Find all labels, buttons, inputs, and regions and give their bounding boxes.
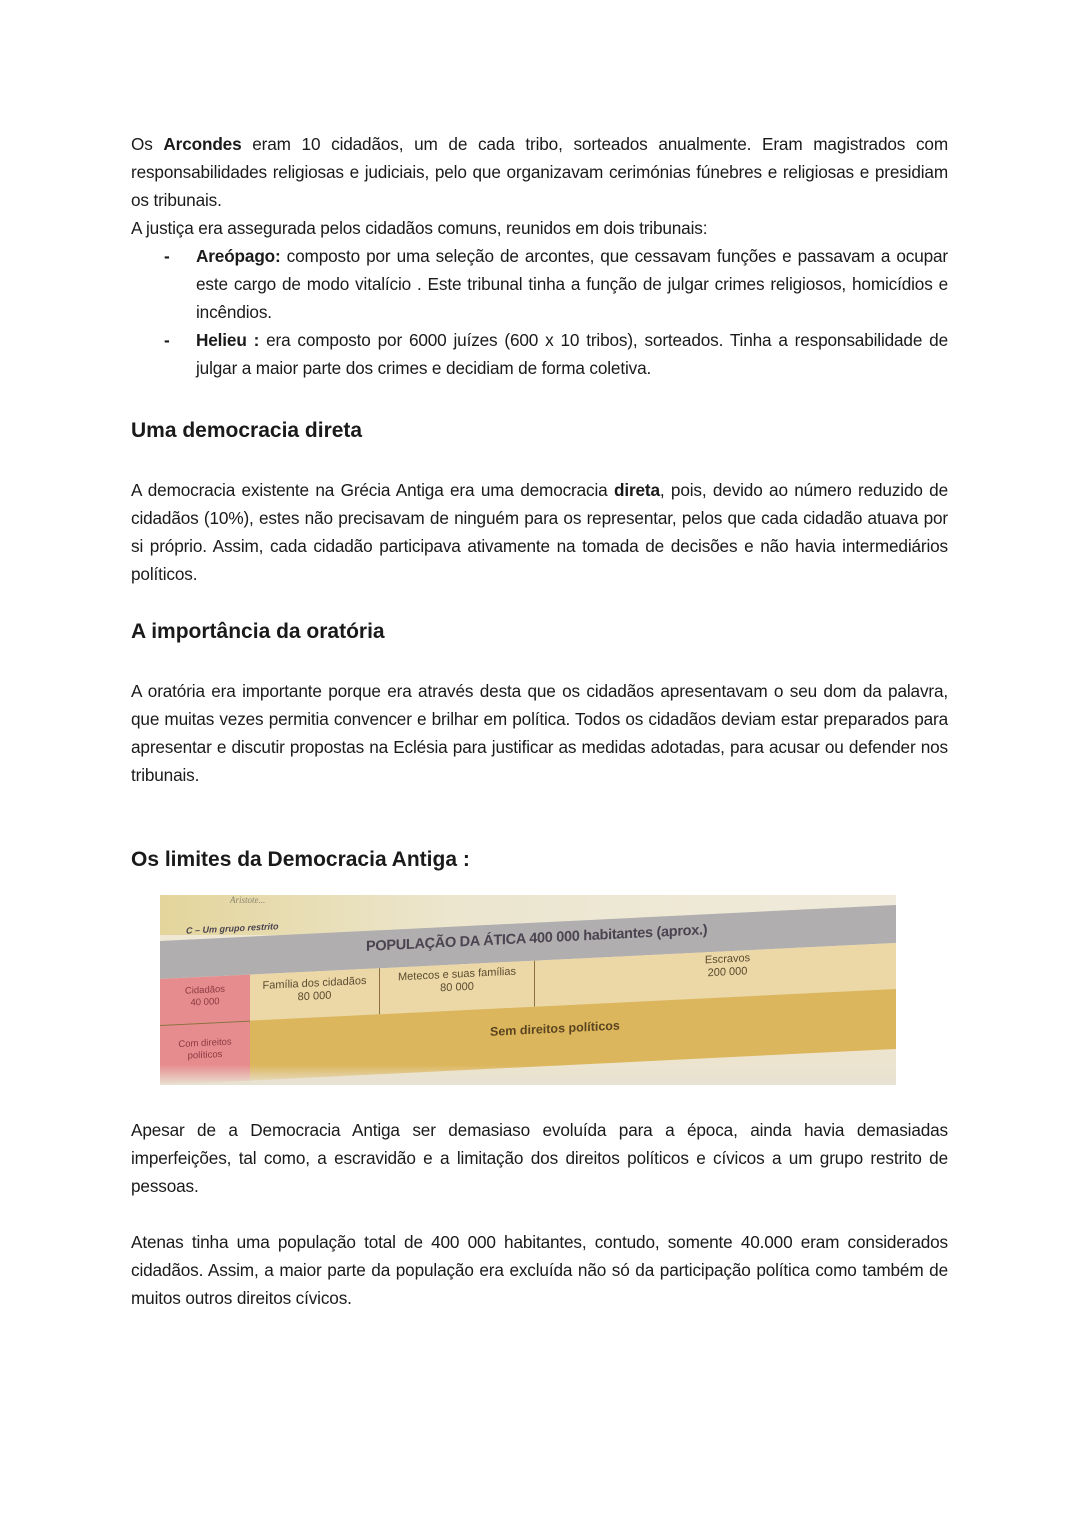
- heading-oratoria: A importância da oratória: [131, 620, 385, 643]
- limites-paragraph-2: Atenas tinha uma população total de 400 000 habitantes, contudo, somente 40.000 eram considerados cidadãos. Assim, a maior parte da população era excluída não só da participação política como também de muitos outros direitos cívicos.: [131, 1232, 948, 1308]
- dash-bullet: -: [164, 330, 170, 350]
- heading-direta: Uma democracia direta: [131, 419, 363, 442]
- justica-paragraph: A justiça era assegurada pelos cidadãos comuns, reunidos em dois tribunais:: [131, 218, 708, 238]
- figure-title: POPULAÇÃO DA ÁTICA 400 000 habitantes (aprox.): [366, 922, 708, 955]
- group-escravos: Escravos 200 000: [704, 952, 751, 980]
- section-oratoria: [131, 618, 948, 789]
- section-limites: [131, 846, 948, 874]
- group-cidadaos: Cidadãos 40 000: [160, 975, 250, 1025]
- arcondes-paragraph: Os Arcondes eram 10 cidadãos, um de cada tribo, sorteados anualmente. Eram magistrados com responsabilidades religiosas e judiciais, pelo que organizavam cerimónias fúnebres e religiosas e presidiam os tribunais.: [131, 134, 948, 210]
- figure-tag: C – Um grupo restrito: [186, 921, 279, 936]
- direta-paragraph: A democracia existente na Grécia Antiga era uma democracia direta, pois, devido ao número reduzido de cidadãos (10%), estes não precisavam de ninguém para os representar, pelos que cada cidadão atuava por si próprio. Assim, cada cidadão participava ativamente na tomada de decisões e não havia intermediários políticos.: [131, 480, 948, 584]
- document-page: [131, 130, 948, 382]
- with-rights-label: Com direitos políticos: [160, 1021, 250, 1085]
- group-metecos: Metecos e suas famílias 80 000: [380, 961, 535, 1015]
- oratoria-paragraph: A oratória era importante porque era através desta que os cidadãos apresentavam o seu dom da palavra, que muitas vezes permitia convencer e brilhar em política. Todos os cidadãos deviam estar preparados para apresentar e discutir propostas na Eclésia para justificar as medidas adotadas, para acusar ou defender nos tribunais.: [131, 681, 948, 785]
- population-figure: Aristote... C – Um grupo restrito POPULAÇÃO DA ÁTICA 400 000 habitantes (aprox.) Cidadãos 40 000 Família dos cidadãos 80 000 Metecos e suas famílias 80 000 Escravos 200 000 Com direitos políticos Sem direitos políticos: [160, 895, 896, 1085]
- tribunais-list: [131, 242, 948, 382]
- section-direta: [131, 417, 948, 588]
- dash-bullet: -: [164, 246, 170, 266]
- without-rights-label: Sem direitos políticos: [490, 1018, 620, 1039]
- arcondes-term: Arcondes: [163, 134, 242, 154]
- group-familia-cidadaos: Família dos cidadãos 80 000: [250, 968, 380, 1020]
- list-item-areopago: - Areópago: composto por uma seleção de arcontes, que cessavam funções e passavam a ocupar este cargo de modo vitalício . Este tribunal tinha a função de julgar crimes religiosos, homicídios e incêndios.: [196, 242, 948, 326]
- section-limites-text: [131, 1116, 948, 1312]
- heading-limites: Os limites da Democracia Antiga :: [131, 848, 470, 871]
- limites-paragraph-1: Apesar de a Democracia Antiga ser demasiaso evoluída para a época, ainda havia demasiadas imperfeições, tal como, a escravidão e a limitação dos direitos políticos e cívicos a um grupo restrito de pessoas.: [131, 1120, 948, 1196]
- list-item-helieu: - Helieu : era composto por 6000 juízes (600 x 10 tribos), sorteados. Tinha a responsabilidade de julgar a maior parte dos crimes e decidiam de forma coletiva.: [196, 326, 948, 382]
